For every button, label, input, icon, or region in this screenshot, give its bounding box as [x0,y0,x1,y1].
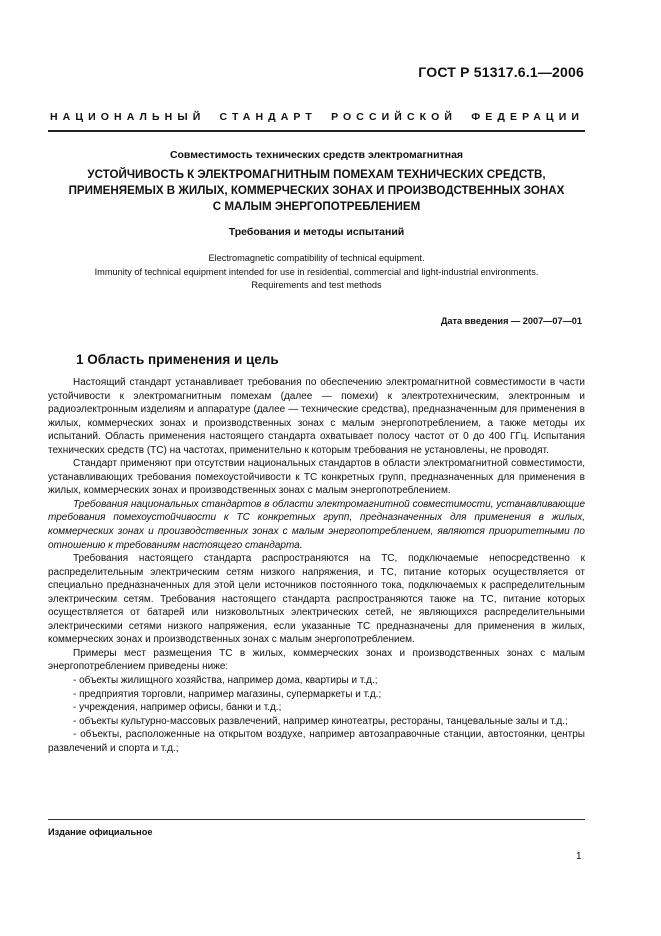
english-title-line: Electromagnetic compatibility of technical equipment. [208,253,425,263]
main-title-line: С МАЛЫМ ЭНЕРГОПОТРЕБЛЕНИЕМ [212,200,421,213]
introduction-date: Дата введения — 2007—07—01 [440,316,582,326]
main-title-line: УСТОЙЧИВОСТЬ К ЭЛЕКТРОМАГНИТНЫМ ПОМЕХАМ ТЕХНИЧЕСКИХ СРЕДСТВ, [87,168,546,181]
standard-number: ГОСТ Р 51317.6.1—2006 [418,64,584,80]
main-title-line: ПРИМЕНЯЕМЫХ В ЖИЛЫХ, КОММЕРЧЕСКИХ ЗОНАХ И ПРОИЗВОДСТВЕННЫХ ЗОНАХ [68,184,565,197]
list-item: - объекты жилищного хозяйства, например дома, квартиры и т.д.; [73,675,378,687]
paragraph-italic: Требования национальных стандартов в области электромагнитной совместимости, устанавливающие требования помехоустойчивости к ТС конкретных групп, предназначенных для применения в жилых, коммерческих зонах и производственных зонах с малым энергопотреблением, являются приоритетными по отношению к требованиям настоящего стандарта. [48,498,585,551]
main-title [48,167,585,215]
paragraph: Настоящий стандарт устанавливает требования по обеспечению электромагнитной совместимости в части устойчивости к электромагнитным помехам (далее — помехи) к электротехническим, электронным и радиоэлектронным изделиям и аппаратуре (далее — технические средства), предназначенным для применения в жилых, коммерческих зонах и производственных зонах с малым энергопотреблением, а также методы их испытаний. Область применения настоящего стандарта охватывает полосу частот от 0 до 400 ГГц. Испытания технических средств (ТС) на частотах, применительно к которым требования не установлены, не проводят. [48,377,585,456]
section-body [48,376,585,755]
list-item: - объекты культурно-массовых развлечений, например кинотеатры, рестораны, танцевальные залы и т.д.; [73,715,568,727]
header-rule [48,130,585,132]
paragraph: Примеры мест размещения ТС в жилых, коммерческих зонах и производственных зонах с малым энергопотреблением приведены ниже: [48,647,585,673]
edition-note: Издание официальное [48,827,153,837]
english-title [48,252,585,293]
list-item: - предприятия торговли, например магазины, супермаркеты и т.д.; [73,688,382,700]
footer-rule [48,819,585,820]
english-title-line: Requirements and test methods [251,280,382,290]
list-item: - учреждения, например офисы, банки и т.д.; [73,702,282,714]
standard-subject: Совместимость технических средств электромагнитная [169,149,464,161]
paragraph: Требования настоящего стандарта распространяются на ТС, подключаемые непосредственно к распределительным электрическим сетям низкого напряжения, и ТС, питание которых осуществляется от специально предназначенных для этой цели источников постоянного тока, подключаемых к распределительным электрическим сетям. Требования настоящего стандарта распространяются также на ТС, питание которых осуществляется от батарей или низковольтных электрических сетей, не являющихся распределительными электрическими сетями низкого напряжения, если указанные ТС предназначены для применения в жилых, коммерческих зонах и производственных зонах с малым энергопотреблением. [48,553,585,646]
subtitle: Требования и методы испытаний [228,226,405,238]
section-heading: 1 Область применения и цель [76,352,279,367]
page-number: 1 [576,851,582,862]
paragraph: Стандарт применяют при отсутствии национальных стандартов в области электромагнитной совместимости, устанавливающих требования помехоустойчивости к ТС конкретных групп, предназначенных для применения в жилых, коммерческих зонах и производственных зонах с малым энергопотреблением. [48,458,585,497]
national-standard-banner: НАЦИОНАЛЬНЫЙ СТАНДАРТ РОССИЙСКОЙ ФЕДЕРАЦИИ [50,111,584,123]
english-title-line: Immunity of technical equipment intended for use in residential, commercial and light-industrial environments. [94,266,539,277]
list-item: - объекты, расположенные на открытом воздухе, например автозаправочные станции, автостоянки, центры развлечений и спорта и т.д.; [48,729,585,754]
